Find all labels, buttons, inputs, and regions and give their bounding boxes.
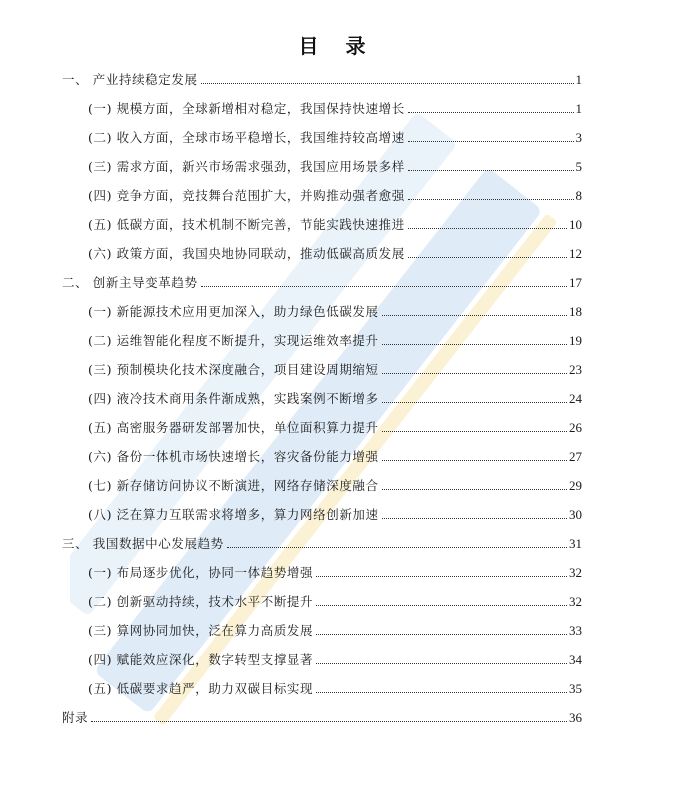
toc-page-number: 18 bbox=[569, 304, 582, 319]
toc-entry-subsection[interactable] bbox=[88, 418, 582, 436]
toc-entry-subsection[interactable] bbox=[88, 215, 582, 233]
toc-page-number: 23 bbox=[569, 362, 582, 377]
toc-page-number: 29 bbox=[569, 478, 582, 493]
toc-entry-label: (四) 赋能效应深化，数字转型支撑显著 bbox=[88, 652, 314, 667]
toc-entry-label: (一) 新能源技术应用更加深入，助力绿色低碳发展 bbox=[88, 304, 379, 319]
toc-page-number: 12 bbox=[569, 246, 582, 261]
toc-entry-subsection[interactable] bbox=[88, 331, 582, 349]
toc-entry-label: (七) 新存储访问协议不断演进，网络存储深度融合 bbox=[88, 478, 379, 493]
toc-page-number: 32 bbox=[569, 565, 582, 580]
toc-page-number: 27 bbox=[569, 449, 582, 464]
toc-page-number: 31 bbox=[569, 536, 582, 551]
toc-entry-section-2[interactable] bbox=[62, 273, 582, 291]
dot-leader bbox=[316, 634, 567, 635]
toc-entry-subsection[interactable] bbox=[88, 679, 582, 697]
dot-leader bbox=[408, 112, 574, 113]
dot-leader bbox=[316, 605, 567, 606]
toc-page-number: 33 bbox=[569, 623, 582, 638]
dot-leader bbox=[382, 344, 567, 345]
toc-entry-subsection[interactable] bbox=[88, 302, 582, 320]
toc-entry-label: (一) 规模方面，全球新增相对稳定，我国保持快速增长 bbox=[88, 101, 405, 116]
toc-entry-label: 二、 创新主导变革趋势 bbox=[62, 275, 198, 290]
toc-page-number: 3 bbox=[575, 130, 582, 145]
dot-leader bbox=[382, 373, 567, 374]
dot-leader bbox=[201, 286, 567, 287]
dot-leader bbox=[382, 489, 567, 490]
toc-entry-appendix[interactable] bbox=[62, 708, 582, 726]
dot-leader bbox=[408, 257, 567, 258]
toc-entry-label: 三、 我国数据中心发展趋势 bbox=[62, 536, 224, 551]
toc-entry-label: (四) 竞争方面，竞技舞台范围扩大，并购推动强者愈强 bbox=[88, 188, 405, 203]
toc-page-number: 35 bbox=[569, 681, 582, 696]
toc-entry-subsection[interactable] bbox=[88, 128, 582, 146]
toc-entry-label: (二) 创新驱动持续，技术水平不断提升 bbox=[88, 594, 314, 609]
toc-page-number: 36 bbox=[569, 710, 582, 725]
toc-entry-label: (三) 算网协同加快，泛在算力高质发展 bbox=[88, 623, 314, 638]
dot-leader bbox=[408, 199, 574, 200]
dot-leader bbox=[201, 83, 574, 84]
toc-entry-label: (八) 泛在算力互联需求将增多，算力网络创新加速 bbox=[88, 507, 379, 522]
toc-entry-label: (一) 布局逐步优化，协同一体趋势增强 bbox=[88, 565, 314, 580]
dot-leader bbox=[408, 170, 574, 171]
dot-leader bbox=[382, 402, 567, 403]
dot-leader bbox=[408, 141, 574, 142]
dot-leader bbox=[382, 460, 567, 461]
toc-page-number: 8 bbox=[575, 188, 582, 203]
toc-entry-subsection[interactable] bbox=[88, 650, 582, 668]
toc-entry-label: (三) 需求方面，新兴市场需求强劲，我国应用场景多样 bbox=[88, 159, 405, 174]
toc-entry-subsection[interactable] bbox=[88, 621, 582, 639]
dot-leader bbox=[382, 431, 567, 432]
toc-entry-subsection[interactable] bbox=[88, 389, 582, 407]
dot-leader bbox=[91, 721, 567, 722]
toc-entry-subsection[interactable] bbox=[88, 476, 582, 494]
toc-entry-section-1[interactable] bbox=[62, 70, 582, 88]
toc-entry-label: (六) 备份一体机市场快速增长，容灾备份能力增强 bbox=[88, 449, 379, 464]
dot-leader bbox=[382, 315, 567, 316]
dot-leader bbox=[316, 663, 567, 664]
dot-leader bbox=[382, 518, 567, 519]
toc-page-number: 24 bbox=[569, 391, 582, 406]
toc-entry-label: (五) 低碳要求趋严，助力双碳目标实现 bbox=[88, 681, 314, 696]
toc-entry-subsection[interactable] bbox=[88, 360, 582, 378]
toc-page-number: 10 bbox=[569, 217, 582, 232]
toc-page-number: 34 bbox=[569, 652, 582, 667]
toc-entry-subsection[interactable] bbox=[88, 592, 582, 610]
toc-entry-label: (二) 运维智能化程度不断提升，实现运维效率提升 bbox=[88, 333, 379, 348]
toc-entry-subsection[interactable] bbox=[88, 244, 582, 262]
dot-leader bbox=[408, 228, 567, 229]
toc-page-number: 32 bbox=[569, 594, 582, 609]
toc-entry-subsection[interactable] bbox=[88, 99, 582, 117]
toc-entry-label: 附录 bbox=[62, 710, 89, 725]
toc-entry-label: (五) 高密服务器研发部署加快，单位面积算力提升 bbox=[88, 420, 379, 435]
toc-entry-label: (六) 政策方面，我国央地协同联动，推动低碳高质发展 bbox=[88, 246, 405, 261]
toc-page-number: 5 bbox=[575, 159, 582, 174]
toc-page-number: 1 bbox=[575, 101, 582, 116]
dot-leader bbox=[316, 692, 567, 693]
toc-entry-section-3[interactable] bbox=[62, 534, 582, 552]
toc-entry-subsection[interactable] bbox=[88, 563, 582, 581]
toc-page-number: 19 bbox=[569, 333, 582, 348]
toc-page-number: 1 bbox=[575, 72, 582, 87]
toc-entry-subsection[interactable] bbox=[88, 186, 582, 204]
toc-title: 目 录 bbox=[298, 34, 376, 58]
toc-page-number: 26 bbox=[569, 420, 582, 435]
toc-entry-subsection[interactable] bbox=[88, 447, 582, 465]
toc-entry-label: (四) 液冷技术商用条件渐成熟，实践案例不断增多 bbox=[88, 391, 379, 406]
toc-entry-label: 一、 产业持续稳定发展 bbox=[62, 72, 198, 87]
toc-entry-subsection[interactable] bbox=[88, 157, 582, 175]
toc-page-number: 30 bbox=[569, 507, 582, 522]
toc-entry-subsection[interactable] bbox=[88, 505, 582, 523]
toc-page-number: 17 bbox=[569, 275, 582, 290]
dot-leader bbox=[316, 576, 567, 577]
toc-entry-label: (二) 收入方面，全球市场平稳增长，我国维持较高增速 bbox=[88, 130, 405, 145]
dot-leader bbox=[227, 547, 567, 548]
toc-entry-label: (三) 预制模块化技术深度融合，项目建设周期缩短 bbox=[88, 362, 379, 377]
toc-entry-label: (五) 低碳方面，技术机制不断完善，节能实践快速推进 bbox=[88, 217, 405, 232]
